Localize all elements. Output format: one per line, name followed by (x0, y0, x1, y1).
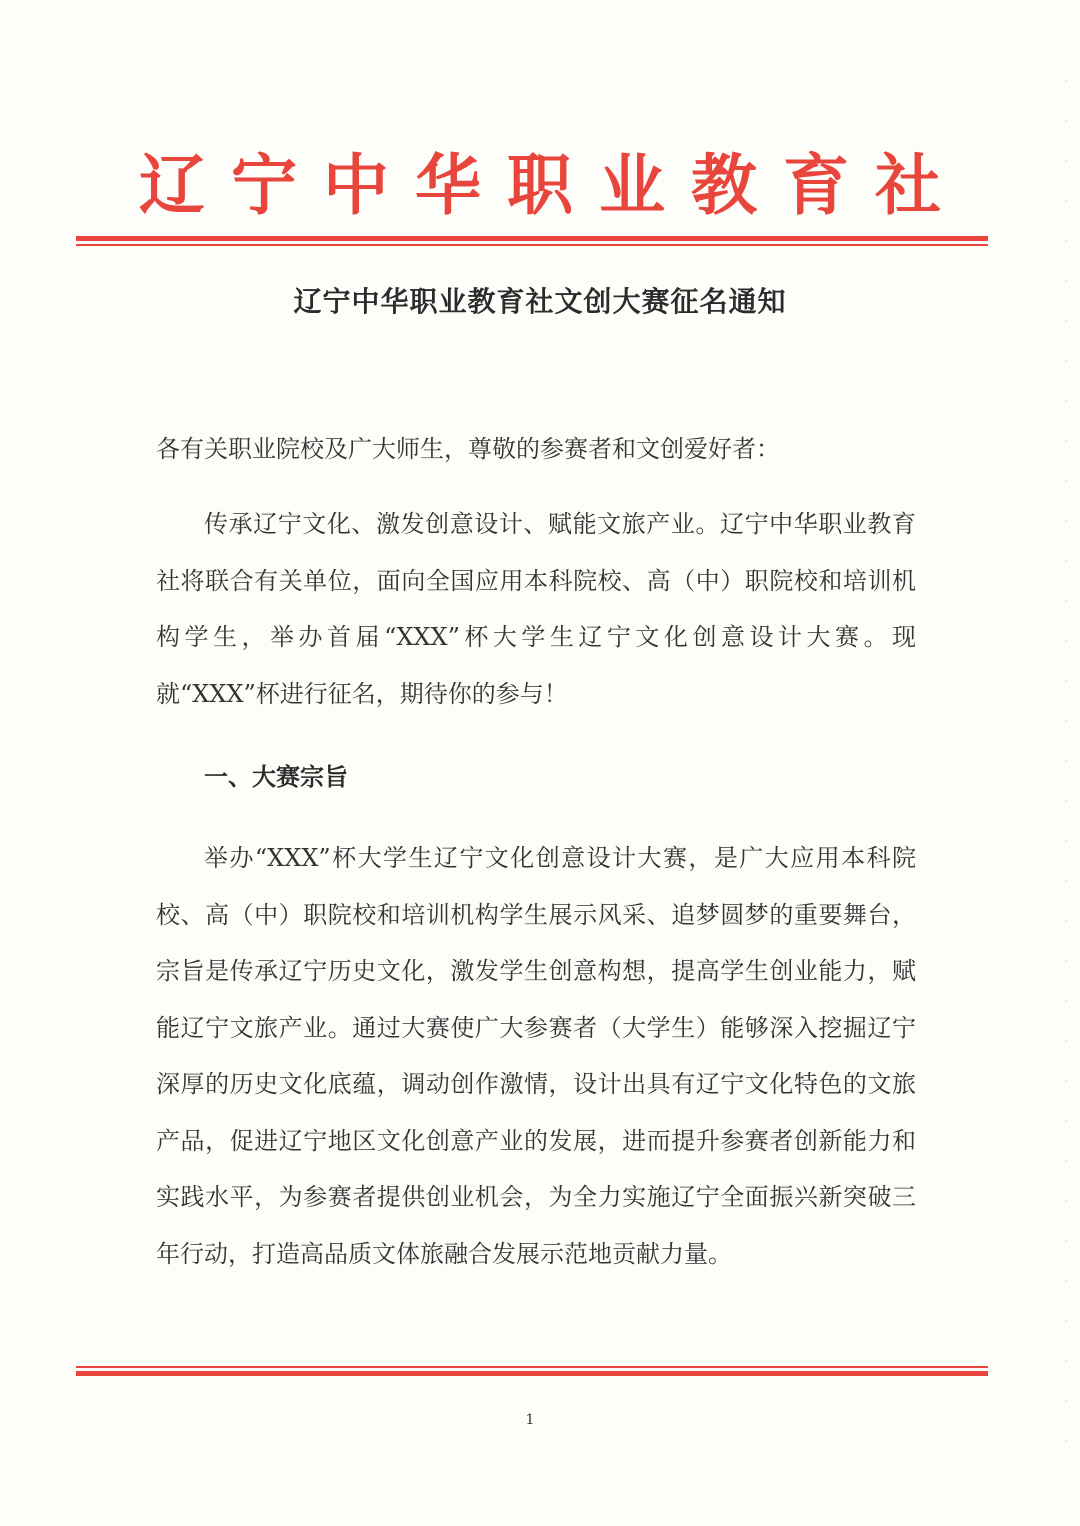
divider-thin-line (76, 244, 988, 246)
divider-thick-line (76, 236, 988, 241)
section-heading: 一、大赛宗旨 (204, 763, 348, 791)
page-number: 1 (525, 1412, 535, 1428)
divider-thin-line (76, 1366, 988, 1368)
letterhead-divider (76, 236, 988, 246)
intro-paragraph: 传承辽宁文化、激发创意设计、赋能文旅产业。辽宁中华职业教育社将联合有关单位，面向全国应用本科院校、高（中）职院校和培训机构学生，举办首届“XXX”杯大学生辽宁文化创意设计大赛。现就“XXX”杯进行征名，期待你的参与！ (156, 510, 916, 708)
letterhead-org-name: 辽宁中华职业教育社 (139, 147, 967, 224)
divider-thick-line (76, 1371, 988, 1376)
section-body-paragraph: 举办“XXX”杯大学生辽宁文化创意设计大赛，是广大应用本科院校、高（中）职院校和培训机构学生展示风采、追梦圆梦的重要舞台，宗旨是传承辽宁历史文化，激发学生创意构想，提高学生创业能力，赋能辽宁文旅产业。通过大赛使广大参赛者（大学生）能够深入挖掘辽宁深厚的历史文化底蕴，调动创作激情，设计出具有辽宁文化特色的文旅产品，促进辽宁地区文化创意产业的发展，进而提升参赛者创新能力和实践水平，为参赛者提供创业机会，为全力实施辽宁全面振兴新突破三年行动，打造高品质文体旅融合发展示范地贡献力量。 (156, 844, 916, 1268)
footer-divider (76, 1366, 988, 1376)
scan-binding-marks (1065, 80, 1068, 1480)
document-title: 辽宁中华职业教育社文创大赛征名通知 (293, 285, 787, 318)
salutation: 各有关职业院校及广大师生，尊敬的参赛者和文创爱好者： (156, 435, 780, 463)
